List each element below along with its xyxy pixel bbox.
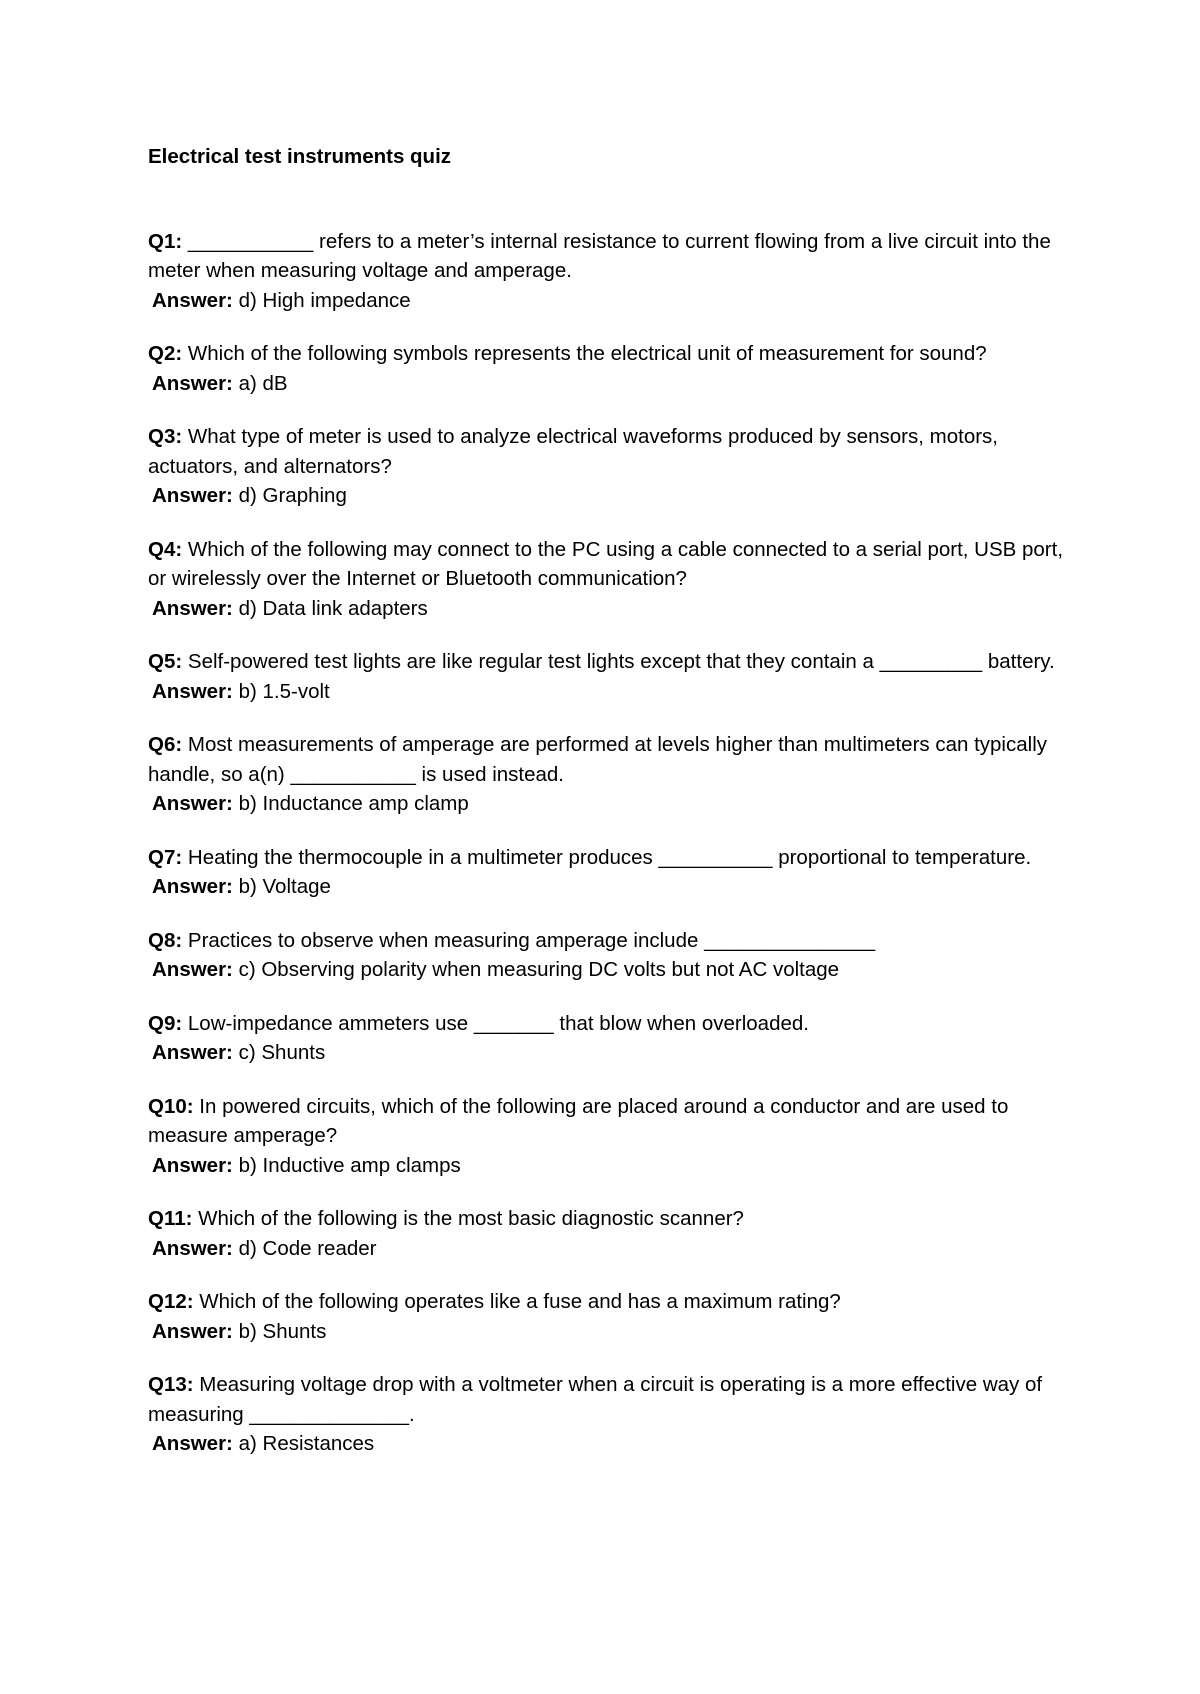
question-item xyxy=(148,1092,1068,1181)
answer-label: Answer: xyxy=(152,1432,233,1455)
question-item xyxy=(148,227,1068,316)
question-text-line xyxy=(148,422,1068,481)
answer-line xyxy=(148,481,1068,511)
question-item xyxy=(148,1009,1068,1068)
answer-line xyxy=(148,872,1068,902)
question-text-line xyxy=(148,1370,1068,1429)
answer-label: Answer: xyxy=(152,958,233,981)
question-number: Q8: xyxy=(148,928,183,952)
answer-text: b) Inductance amp clamp xyxy=(238,792,469,815)
answer-text: b) 1.5-volt xyxy=(238,679,330,703)
question-number: Q11: xyxy=(148,1207,193,1230)
question-text-line xyxy=(148,1204,1068,1234)
answer-label: Answer: xyxy=(152,484,233,507)
answer-line xyxy=(148,1429,1068,1459)
question-text: Which of the following symbols represents the electrical unit of measurement for sound? xyxy=(187,342,987,365)
question-number: Q2: xyxy=(148,342,183,365)
question-text-line xyxy=(148,1009,1068,1039)
answer-line xyxy=(148,677,1068,707)
answer-line xyxy=(148,286,1068,316)
question-text: Which of the following is the most basic diagnostic scanner? xyxy=(198,1207,744,1230)
answer-text: b) Voltage xyxy=(238,875,331,898)
answer-text: d) Data link adapters xyxy=(238,596,428,620)
answer-label: Answer: xyxy=(152,1041,233,1064)
question-text-line xyxy=(148,227,1068,286)
answer-text: a) dB xyxy=(238,371,288,395)
question-number: Q13: xyxy=(148,1373,194,1396)
answer-label: Answer: xyxy=(152,792,233,815)
answer-text: c) Observing polarity when measuring DC volts but not AC voltage xyxy=(238,958,840,981)
question-item xyxy=(148,339,1068,398)
answer-line xyxy=(148,369,1068,399)
question-text: In powered circuits, which of the following are placed around a conductor and are used to measure amperage? xyxy=(148,1094,1009,1147)
question-text-line xyxy=(148,1092,1068,1151)
question-text: Most measurements of amperage are performed at levels higher than multimeters can typically handle, so a(n) ___________ is used instead. xyxy=(148,733,1047,786)
answer-text: d) Code reader xyxy=(238,1236,377,1260)
answer-text: d) Graphing xyxy=(238,484,347,507)
question-text: Self-powered test lights are like regular test lights except that they contain a _________ battery. xyxy=(187,650,1055,673)
question-text-line xyxy=(148,647,1068,677)
question-text-line xyxy=(148,843,1068,873)
question-list xyxy=(148,227,1068,1459)
question-text-line xyxy=(148,535,1068,594)
question-item xyxy=(148,730,1068,819)
question-text: What type of meter is used to analyze electrical waveforms produced by sensors, motors, actuators, and alternators? xyxy=(148,425,998,478)
question-item xyxy=(148,1370,1068,1459)
question-text-line xyxy=(148,1287,1068,1317)
question-number: Q10: xyxy=(148,1094,194,1118)
question-item xyxy=(148,535,1068,624)
question-text: Measuring voltage drop with a voltmeter when a circuit is operating is a more effective way of measuring ______________. xyxy=(148,1373,1043,1426)
answer-label: Answer: xyxy=(152,1153,233,1177)
question-text: Which of the following may connect to the PC using a cable connected to a serial port, USB port, or wirelessly over the Internet or Bluetooth communication? xyxy=(148,537,1064,590)
question-text: Which of the following operates like a fuse and has a maximum rating? xyxy=(199,1290,841,1313)
question-number: Q6: xyxy=(148,733,183,756)
answer-label: Answer: xyxy=(152,679,233,703)
answer-label: Answer: xyxy=(152,875,233,898)
answer-label: Answer: xyxy=(152,371,233,395)
answer-label: Answer: xyxy=(152,596,233,620)
question-text: Heating the thermocouple in a multimeter produces __________ proportional to temperature. xyxy=(187,845,1032,869)
question-number: Q9: xyxy=(148,1011,183,1035)
question-number: Q4: xyxy=(148,537,183,561)
question-item xyxy=(148,1204,1068,1263)
question-number: Q7: xyxy=(148,845,183,869)
question-item xyxy=(148,843,1068,902)
answer-text: d) High impedance xyxy=(238,288,411,312)
question-text-line xyxy=(148,926,1068,956)
answer-label: Answer: xyxy=(152,1319,233,1343)
question-item xyxy=(148,1287,1068,1346)
answer-line xyxy=(148,1038,1068,1068)
question-item xyxy=(148,647,1068,706)
answer-line xyxy=(148,955,1068,985)
answer-text: a) Resistances xyxy=(238,1432,375,1455)
question-text: ___________ refers to a meter’s internal resistance to current flowing from a live circuit into the meter when measuring voltage and amperage. xyxy=(148,229,1051,282)
question-text-line xyxy=(148,730,1068,789)
question-item xyxy=(148,926,1068,985)
question-number: Q12: xyxy=(148,1290,194,1313)
answer-text: b) Inductive amp clamps xyxy=(238,1153,461,1177)
answer-line xyxy=(148,1234,1068,1264)
question-text: Practices to observe when measuring amperage include _______________ xyxy=(187,928,876,952)
question-item xyxy=(148,422,1068,511)
document-title: Electrical test instruments quiz xyxy=(148,145,452,168)
question-number: Q5: xyxy=(148,650,183,673)
answer-line xyxy=(148,1151,1068,1181)
answer-line xyxy=(148,1317,1068,1347)
answer-label: Answer: xyxy=(152,288,233,312)
answer-text: c) Shunts xyxy=(238,1041,326,1064)
document-page xyxy=(148,142,1068,1483)
answer-text: b) Shunts xyxy=(238,1319,327,1343)
question-text-line xyxy=(148,339,1068,369)
answer-line xyxy=(148,594,1068,624)
question-text: Low-impedance ammeters use _______ that blow when overloaded. xyxy=(187,1011,809,1035)
answer-label: Answer: xyxy=(152,1236,233,1260)
answer-line xyxy=(148,789,1068,819)
question-number: Q1: xyxy=(148,229,183,253)
question-number: Q3: xyxy=(148,425,183,448)
